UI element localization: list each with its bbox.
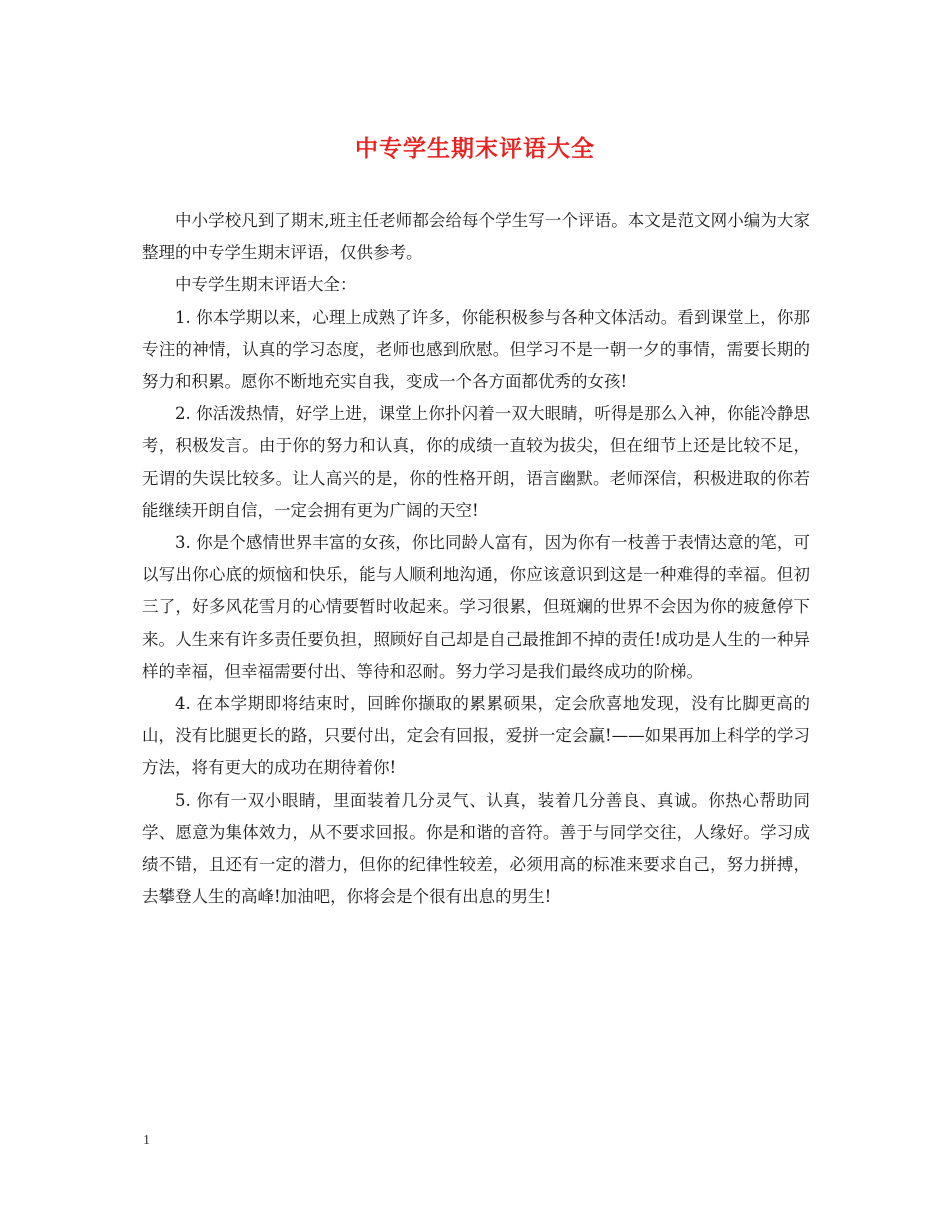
intro-paragraph: 中小学校凡到了期末,班主任老师都会给每个学生写一个评语。本文是范文网小编为大家整理的中专学生期末评语，仅供参考。 [142, 211, 810, 263]
document-title: 中专学生期末评语大全 [355, 135, 595, 162]
page-number: 1 [143, 1133, 150, 1148]
comment-paragraph-3: 3. 你是个感情世界丰富的女孩，你比同龄人富有，因为你有一枝善于表情达意的笔，可以写出你心底的烦恼和快乐，能与人顺利地沟通，你应该意识到这是一种难得的幸福。但初三了，好多风花雪月的心情要暂时收起来。学习很累，但斑斓的世界不会因为你的疲惫停下来。人生来有许多责任要负担，照顾好自己却是自己最推卸不掉的责任!成功是人生的一种异样的幸福，但幸福需要付出、等待和忍耐。努力学习是我们最终成功的阶梯。 [142, 533, 810, 681]
section-heading: 中专学生期末评语大全： [175, 275, 357, 295]
comment-paragraph-1: 1. 你本学期以来，心理上成熟了许多，你能积极参与各种文体活动。看到课堂上，你那专注的神情，认真的学习态度，老师也感到欣慰。但学习不是一朝一夕的事情，需要长期的努力和积累。愿你不断地充实自我，变成一个各方面都优秀的女孩! [142, 307, 810, 392]
comment-paragraph-4: 4. 在本学期即将结束时，回眸你撷取的累累硕果，定会欣喜地发现，没有比脚更高的山，没有比腿更长的路，只要付出，定会有回报，爱拼一定会赢!——如果再加上科学的学习方法，将有更大的成功在期待着你! [142, 694, 810, 778]
comment-paragraph-2: 2. 你活泼热情，好学上进，课堂上你扑闪着一双大眼睛，听得是那么入神，你能冷静思考，积极发言。由于你的努力和认真，你的成绩一直较为拔尖，但在细节上还是比较不足，无谓的失误比较多。让人高兴的是，你的性格开朗，语言幽默。老师深信，积极进取的你若能继续开朗自信，一定会拥有更为广阔的天空! [142, 404, 810, 520]
document-body [142, 205, 810, 913]
comment-paragraph-5: 5. 你有一双小眼睛，里面装着几分灵气、认真，装着几分善良、真诚。你热心帮助同学、愿意为集体效力，从不要求回报。你是和谐的音符。善于与同学交往，人缘好。学习成绩不错，且还有一定的潜力，但你的纪律性较差，必须用高的标准来要求自己，努力拼搏，去攀登人生的高峰!加油吧，你将会是个很有出息的男生! [142, 790, 810, 907]
